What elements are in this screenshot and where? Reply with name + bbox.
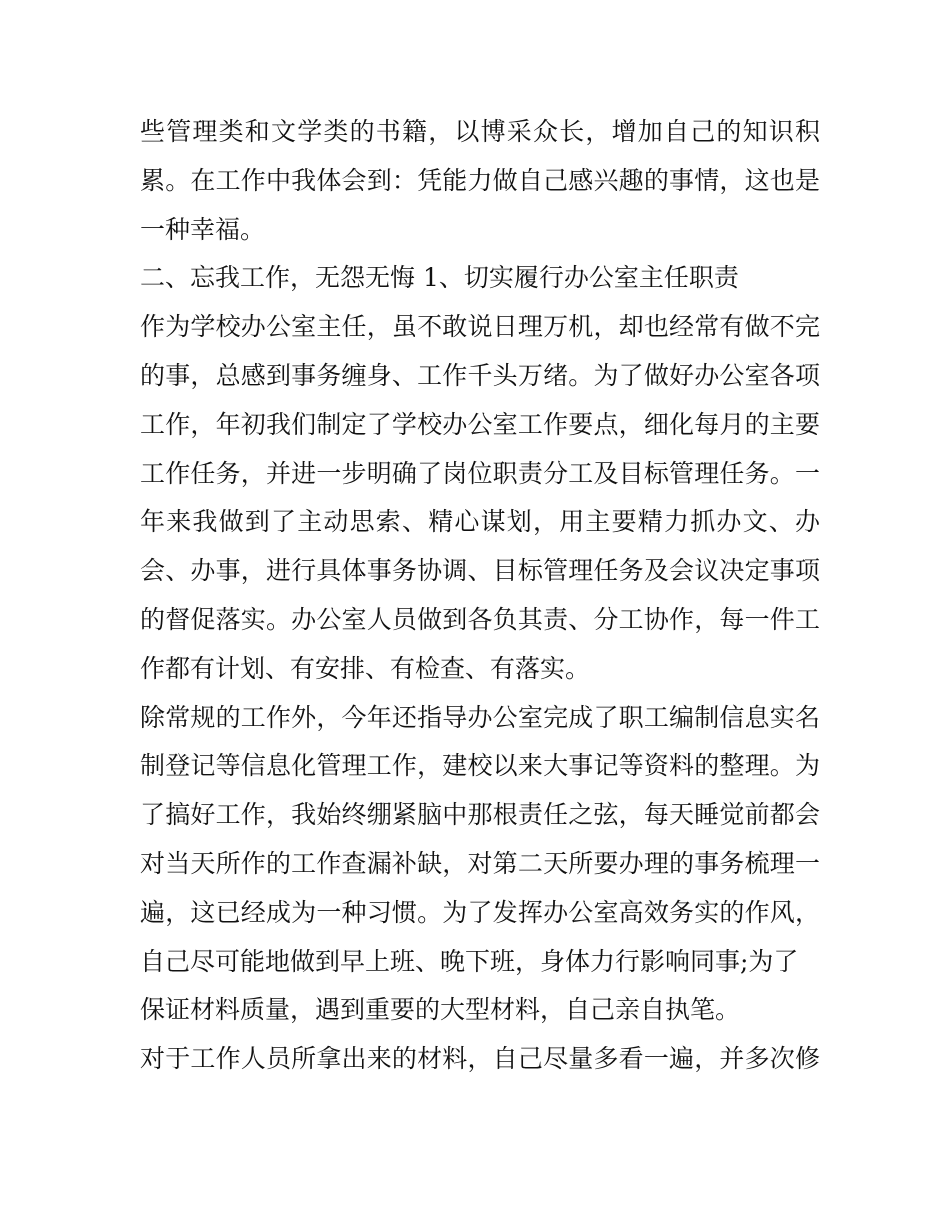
text-line: 遍，这已经成为一种习惯。为了发挥办公室高效务实的作风， [140,897,820,927]
text-line: 工作，年初我们制定了学校办公室工作要点，细化每月的主要 [140,409,820,439]
text-line: 了搞好工作，我始终绷紧脑中那根责任之弦，每天睡觉前都会 [140,800,820,830]
text-line: 的督促落实。办公室人员做到各负其责、分工协作，每一件工 [140,604,820,634]
text-line: 些管理类和文学类的书籍，以博采众长，增加自己的知识积 [140,117,820,146]
text-line: 对当天所作的工作查漏补缺，对第二天所要办理的事务梳理一 [140,848,820,878]
text-line: 作为学校办公室主任，虽不敢说日理万机，却也经常有做不完 [140,312,820,342]
section-heading: 二、忘我工作，无怨无悔 1、切实履行办公室主任职责 [140,263,739,293]
text-line: 除常规的工作外，今年还指导办公室完成了职工编制信息实名 [140,702,820,732]
text-line: 工作任务，并进一步明确了岗位职责分工及目标管理任务。一 [140,458,820,488]
text-line: 对于工作人员所拿出来的材料，自己尽量多看一遍，并多次修 [140,1044,820,1074]
text-line: 制登记等信息化管理工作，建校以来大事记等资料的整理。为 [140,751,820,781]
text-line: 作都有计划、有安排、有检查、有落实。 [140,653,591,683]
text-line: 一种幸福。 [140,214,266,244]
text-line: 的事，总感到事务缠身、工作千头万绪。为了做好办公室各项 [140,360,820,390]
body-text [140,108,820,1084]
text-line: 保证材料质量，遇到重要的大型材料，自己亲自执笔。 [140,995,741,1025]
text-line: 会、办事，进行具体事务协调、目标管理任务及会议决定事项 [140,556,820,586]
text-line: 累。在工作中我体会到：凭能力做自己感兴趣的事情，这也是 [140,165,820,195]
text-line: 年来我做到了主动思索、精心谋划，用主要精力抓办文、办 [140,507,820,537]
text-line: 自己尽可能地做到早上班、晚下班，身体力行影响同事;为了 [140,946,799,976]
